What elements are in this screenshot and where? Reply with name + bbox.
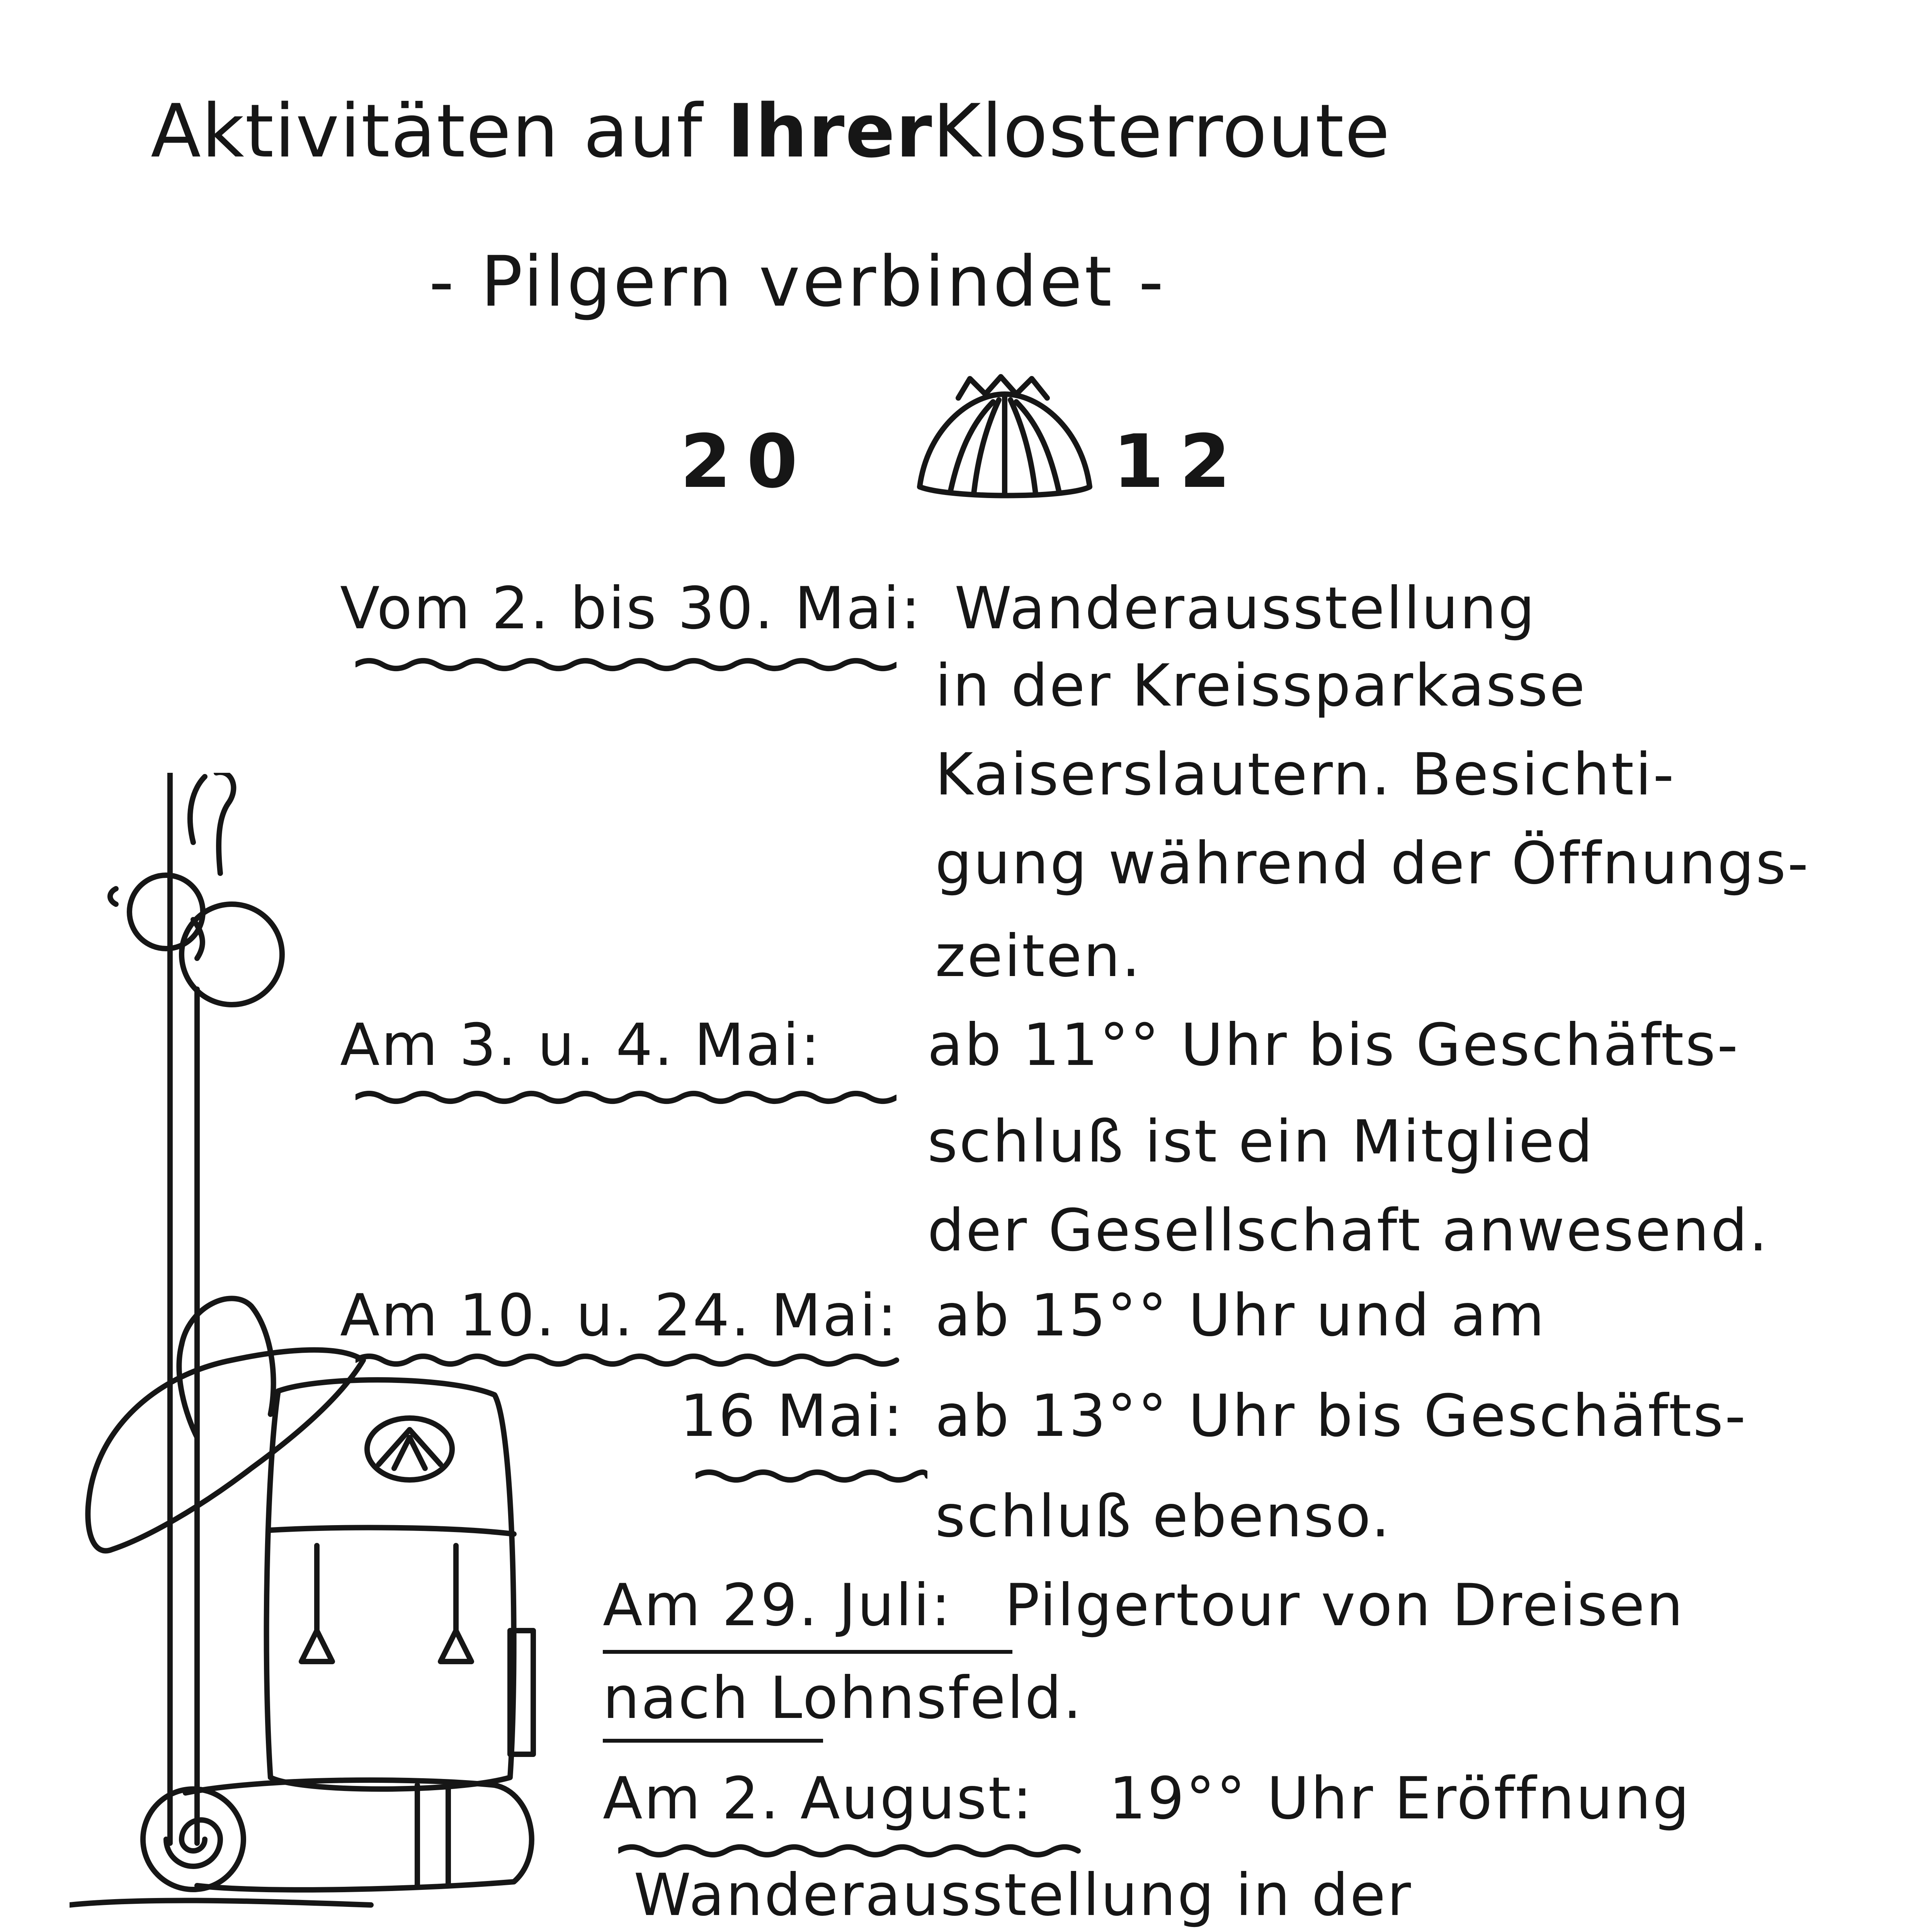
pilgrim-gear-illustration [70, 773, 572, 1932]
year-right: 12 [1113, 419, 1246, 504]
event-line: Wanderausstellung in der [634, 1862, 1413, 1929]
event-date-2: Am 3. u. 4. Mai: [340, 1012, 822, 1079]
event-date-4: 16 Mai: [680, 1383, 905, 1450]
gourd-icon [110, 875, 282, 1005]
event-line: schluß ebenso. [935, 1483, 1391, 1550]
event-line: schluß ist ein Mitglied [927, 1108, 1594, 1175]
event-date-5: Am 29. Juli: [603, 1572, 952, 1639]
event-line: nach Lohnsfeld. [603, 1665, 1083, 1732]
event-line: ab 11°° Uhr bis Geschäfts- [927, 1012, 1740, 1079]
event-line: ab 13°° Uhr bis Geschäfts- [935, 1383, 1747, 1450]
title-emphasis: Ihrer [727, 88, 933, 174]
event-line: in der Kreissparkasse [935, 652, 1587, 719]
bedroll-icon [70, 1780, 532, 1905]
date-underline [603, 1650, 1012, 1654]
event-line: Pilgertour von Dreisen [1005, 1572, 1685, 1639]
event-line: Wanderausstellung [954, 575, 1536, 642]
subtitle: - Pilgern verbindet - [429, 242, 1166, 322]
year-left: 20 [680, 419, 813, 504]
event-date-1: Vom 2. bis 30. Mai: [340, 575, 922, 642]
text-underline [603, 1739, 823, 1743]
event-date-6: Am 2. August: [603, 1765, 1034, 1832]
title-part2: Klosterroute [933, 88, 1391, 174]
event-line: der Gesellschaft anwesend. [927, 1197, 1769, 1264]
event-line: 19°° Uhr Eröffnung [1109, 1765, 1691, 1832]
title-part1: Aktivitäten auf [151, 88, 727, 174]
date-underline [356, 657, 896, 672]
date-underline [696, 1468, 927, 1484]
page-title [151, 88, 1391, 174]
event-line: ab 15°° Uhr und am [935, 1282, 1546, 1349]
scallop-shell-icon [904, 371, 1105, 518]
event-line: Kaiserslautern. Besichti- [935, 741, 1675, 808]
event-line: gung während der Öffnungs- [935, 830, 1810, 897]
hat-icon [88, 1298, 364, 1551]
event-line: zeiten. [935, 923, 1142, 990]
event-date-3: Am 10. u. 24. Mai: [340, 1282, 898, 1349]
date-underline [618, 1843, 1082, 1859]
backpack-icon [267, 1380, 533, 1789]
